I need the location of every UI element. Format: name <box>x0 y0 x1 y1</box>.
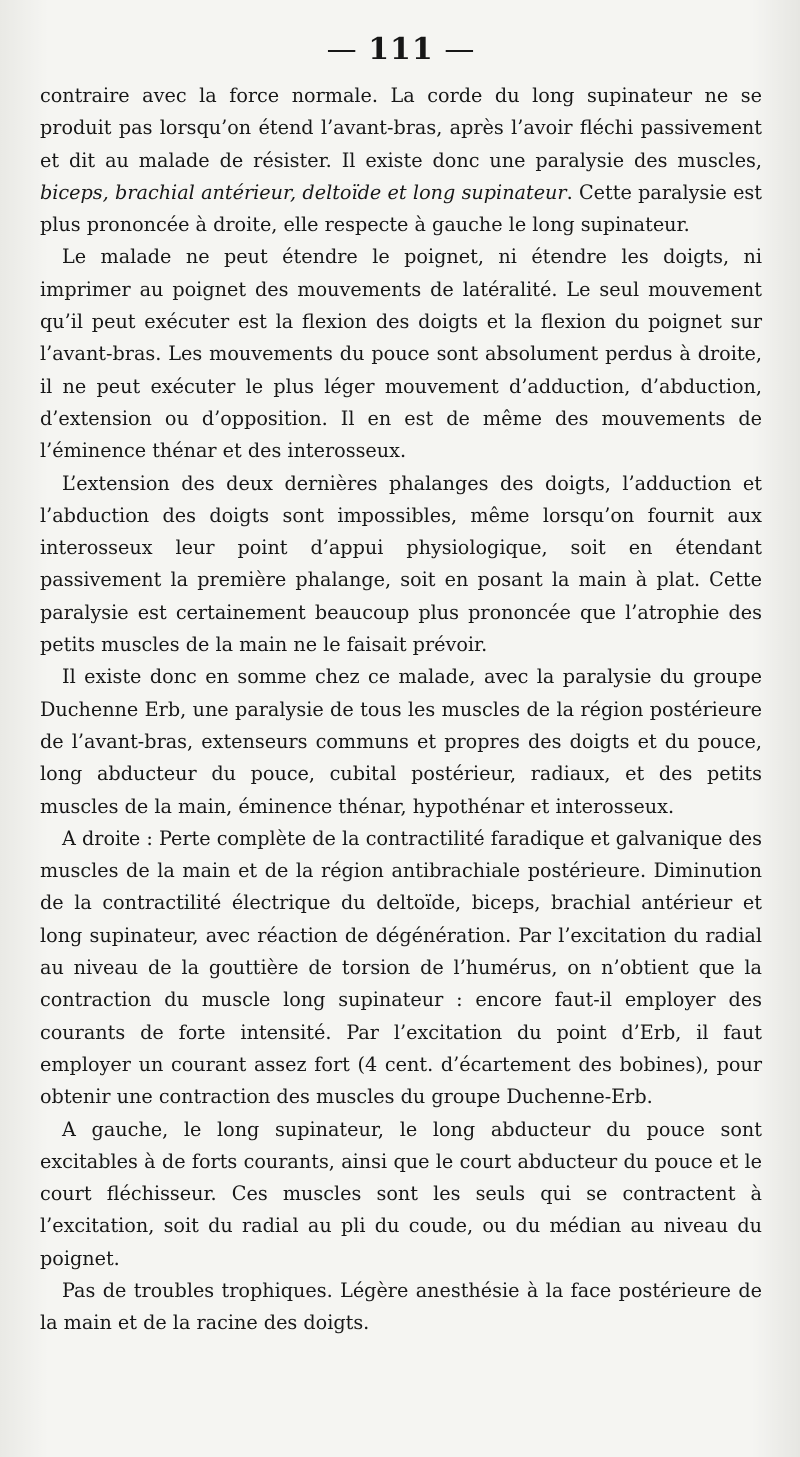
italic-muscle-list: biceps, brachial antérieur, deltoïde et long supinateur <box>40 180 567 204</box>
paragraph-1: contraire avec la force normale. La corde du long supinateur ne se produit pas lorsqu’on étend l’avant-bras, après l’avoir fléchi passivement et dit au malade de résister. Il existe donc une paralysie des muscles, biceps, brachial antérieur, deltoïde et long supinateur. Cette paralysie est plus prononcée à droite, elle respecte à gauche le long supinateur. <box>40 84 762 237</box>
paragraph-4: Il existe donc en somme chez ce malade, avec la paralysie du groupe Duchenne Erb, une paralysie de tous les muscles de la région postérieure de l’avant-bras, extenseurs communs et propres des doigts et du pouce, long abducteur du pouce, cubital postérieur, radiaux, et des petits muscles de la main, éminence thénar, hypothénar et interosseux. <box>40 665 762 818</box>
page-number: — 111 — <box>326 32 476 67</box>
paragraph-7: Pas de troubles trophiques. Légère anesthésie à la face postérieure de la main et de la racine des doigts. <box>40 1278 762 1335</box>
page-number-value: 111 <box>368 32 434 67</box>
paragraph-6: A gauche, le long supinateur, le long abducteur du pouce sont excitables à de forts courants, ainsi que le court abducteur du pouce et le court fléchisseur. Ces muscles sont les seuls qui se contractent à l’excitation, soit du radial au pli du coude, ou du médian au niveau du poignet. <box>40 1117 762 1270</box>
paragraph-5: A droite : Perte complète de la contractilité faradique et galvanique des muscles de la main et de la région antibrachiale postérieure. Diminution de la contractilité électrique du deltoïde, biceps, brachial antérieur et long supinateur, avec réaction de dégénération. Par l’excitation du radial au niveau de la gouttière de torsion de l’humérus, on n’obtient que la contraction du muscle long supinateur : encore faut-il employer des courants de forte intensité. Par l’excitation du point d’Erb, il faut employer un courant assez fort (4 cent. d’écartement des bobines), pour obtenir une contraction des muscles du groupe Duchenne-Erb. <box>40 826 762 1109</box>
body-text <box>40 80 762 1340</box>
paragraph-2: Le malade ne peut étendre le poignet, ni étendre les doigts, ni imprimer au poignet des mouvements de latéralité. Le seul mouvement qu’il peut exécuter est la flexion des doigts et la flexion du poignet sur l’avant-bras. Les mouvements du pouce sont absolument perdus à droite, il ne peut exécuter le plus léger mouvement d’adduction, d’abduction, d’extension ou d’opposition. Il en est de même des mouvements de l’éminence thénar et des interosseux. <box>40 245 762 463</box>
paragraph-3: L’extension des deux dernières phalanges des doigts, l’adduction et l’abduction des doigts sont impossibles, même lorsqu’on fournit aux interosseux leur point d’appui physiologique, soit en étendant passivement la première phalange, soit en posant la main à plat. Cette paralysie est certainement beaucoup plus prononcée que l’atrophie des petits muscles de la main ne le faisait prévoir. <box>40 471 762 657</box>
